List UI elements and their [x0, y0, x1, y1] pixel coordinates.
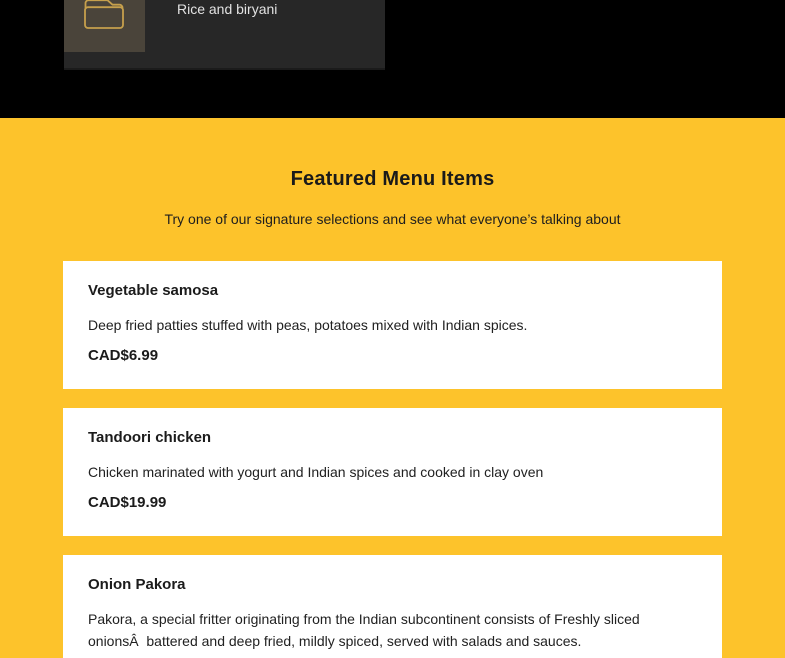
category-label: Rice and biryani — [177, 1, 278, 17]
menu-item-list — [63, 261, 722, 658]
menu-item-name: Onion Pakora — [88, 576, 186, 593]
menu-item-price: CAD$6.99 — [88, 347, 159, 364]
hero-section — [0, 0, 785, 118]
menu-item-card — [63, 261, 722, 389]
menu-item-name: Tandoori chicken — [88, 429, 212, 446]
menu-item-card — [63, 408, 722, 536]
menu-item-description: Pakora, a special fritter originating from the Indian subcontinent consists of Freshly sliced onionsÂ battered and deep fried, mildly spiced, served with salads and sauces. — [88, 611, 640, 649]
featured-menu-section — [0, 118, 785, 658]
menu-item-price: CAD$19.99 — [88, 494, 167, 511]
menu-item-description: Deep fried patties stuffed with peas, potatoes mixed with Indian spices. — [88, 317, 528, 333]
category-icon-tile — [64, 0, 145, 52]
menu-item-description: Chicken marinated with yogurt and Indian spices and cooked in clay oven — [88, 464, 544, 480]
menu-item-name: Vegetable samosa — [88, 282, 219, 299]
featured-section-title: Featured Menu Items — [290, 168, 495, 190]
featured-section-subtitle: Try one of our signature selections and see what everyone’s talking about — [164, 211, 621, 227]
menu-category-card[interactable] — [64, 0, 385, 70]
menu-item-card — [63, 555, 722, 658]
folder-icon — [84, 0, 124, 29]
